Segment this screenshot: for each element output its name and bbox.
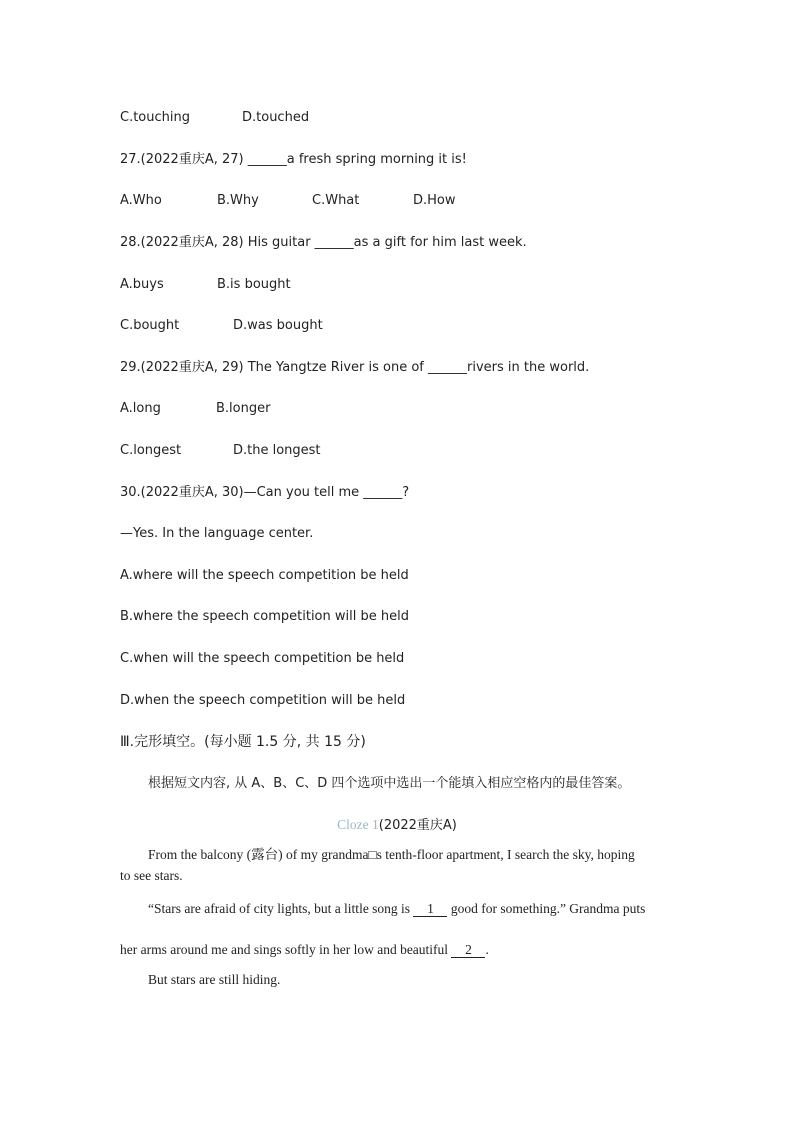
q30-option-b: B.where the speech competition will be held xyxy=(120,609,409,624)
cloze-paragraph-2-line-1 xyxy=(148,901,645,917)
cloze-paragraph-3: But stars are still hiding. xyxy=(148,972,281,987)
cloze-text: “Stars are afraid of city lights, but a little song is xyxy=(148,901,414,916)
cloze-text: her arms around me and sings softly in her low and beautiful xyxy=(120,942,452,957)
q28-option-b: B.is bought xyxy=(217,277,291,292)
cloze-paragraph-1-line-1: From the balcony (露台) of my grandma□s tenth-floor apartment, I search the sky, hoping xyxy=(148,847,635,862)
q29-option-a: A.long xyxy=(120,401,161,416)
q27-options-row xyxy=(120,193,456,209)
cloze-paragraph-1-line-2: to see stars. xyxy=(120,868,183,883)
q29-option-d: D.the longest xyxy=(233,443,321,458)
q28-options-row-1 xyxy=(120,277,291,293)
q29-options-row-2 xyxy=(120,443,321,459)
q29-option-b: B.longer xyxy=(216,401,271,416)
q30-stem: 30.(2022重庆A, 30)—Can you tell me ______? xyxy=(120,485,410,500)
q28-option-c: C.bought xyxy=(120,318,180,333)
q29-options-row-1 xyxy=(120,401,270,417)
q27-option-c: C.What xyxy=(312,193,360,208)
q27-option-d: D.How xyxy=(413,193,456,208)
q28-option-d: D.was bought xyxy=(233,318,323,333)
section-instruction: 根据短文内容, 从 A、B、C、D 四个选项中选出一个能填入相应空格内的最佳答案。 xyxy=(148,776,631,791)
cloze-blank-2: 2 xyxy=(451,943,485,958)
q26-option-c: C.touching xyxy=(120,110,190,125)
q27-stem: 27.(2022重庆A, 27) ______a fresh spring morning it is! xyxy=(120,152,467,167)
q30-answer-dialog: —Yes. In the language center. xyxy=(120,526,314,541)
q29-option-c: C.longest xyxy=(120,443,182,458)
q28-option-a: A.buys xyxy=(120,277,164,292)
q26-options-row xyxy=(120,110,309,126)
q26-option-d: D.touched xyxy=(242,110,310,125)
cloze-text: . xyxy=(485,942,489,957)
q29-stem: 29.(2022重庆A, 29) The Yangtze River is one of ______rivers in the world. xyxy=(120,360,590,375)
cloze-title-label: Cloze 1 xyxy=(337,817,379,832)
q28-options-row-2 xyxy=(120,318,323,334)
cloze-text: good for something.” Grandma puts xyxy=(447,901,646,916)
section-heading: Ⅲ.完形填空。(每小题 1.5 分, 共 15 分) xyxy=(120,734,366,750)
q30-option-d: D.when the speech competition will be held xyxy=(120,693,406,708)
cloze-title-source: (2022重庆A) xyxy=(378,818,457,833)
q30-option-c: C.when will the speech competition be held xyxy=(120,651,405,666)
q30-option-a: A.where will the speech competition be held xyxy=(120,568,409,583)
cloze-paragraph-2-line-2 xyxy=(120,942,489,958)
cloze-title xyxy=(0,817,794,834)
q27-option-a: A.Who xyxy=(120,193,162,208)
q28-stem: 28.(2022重庆A, 28) His guitar ______as a gift for him last week. xyxy=(120,235,527,250)
cloze-blank-1: 1 xyxy=(413,902,447,917)
q27-option-b: B.Why xyxy=(217,193,259,208)
